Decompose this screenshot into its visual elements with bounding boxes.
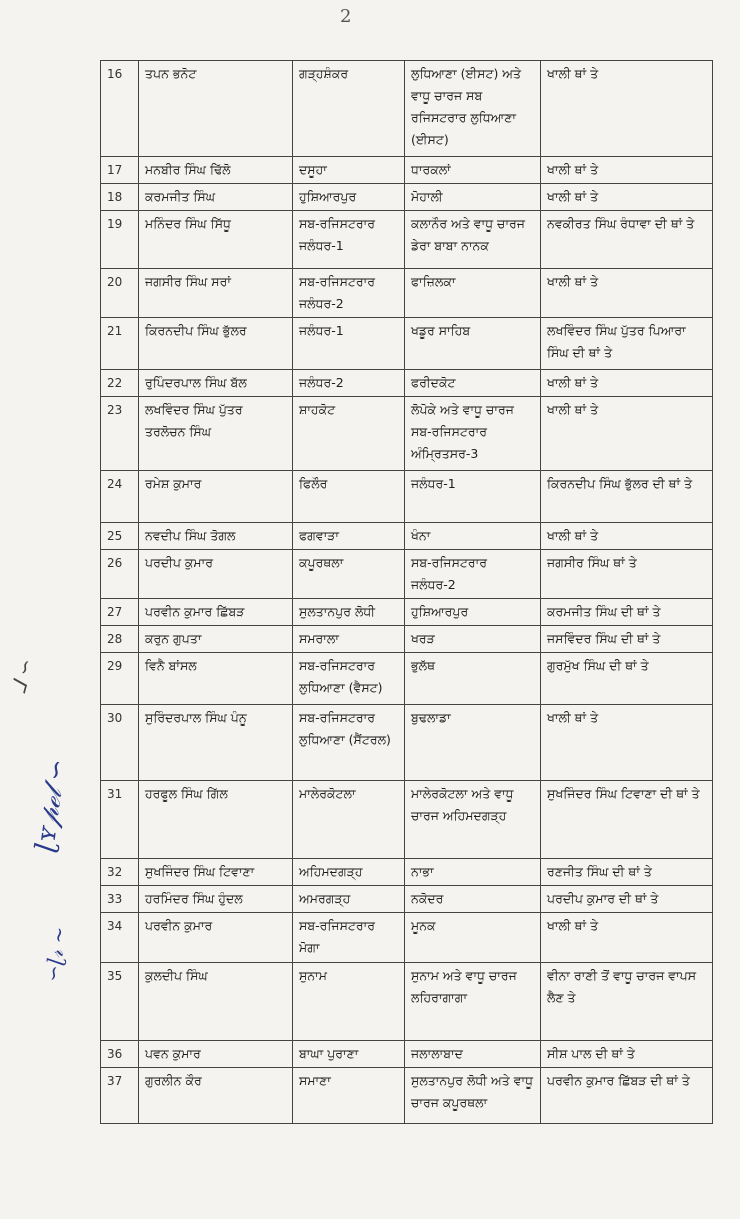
serial-number-cell: 36 — [101, 1041, 139, 1068]
serial-number-cell: 23 — [101, 397, 139, 471]
officer-name-cell: ਕਰਮਜੀਤ ਸਿੰਘ — [139, 184, 293, 211]
remark-cell: ਖਾਲੀ ਥਾਂ ਤੇ — [541, 269, 713, 318]
remark-cell: ਸੁਖਜਿੰਦਰ ਸਿੰਘ ਟਿਵਾਣਾ ਦੀ ਥਾਂ ਤੇ — [541, 781, 713, 859]
remark-cell: ਸੀਸ਼ ਪਾਲ ਦੀ ਥਾਂ ਤੇ — [541, 1041, 713, 1068]
table-row — [101, 211, 713, 269]
new-posting-cell: ਖੰਨਾ — [405, 523, 541, 550]
table-row — [101, 599, 713, 626]
page-number: 2 — [340, 6, 352, 27]
officer-name-cell: ਵਿਨੈ ਬਾਂਸਲ — [139, 653, 293, 705]
serial-number-cell: 17 — [101, 157, 139, 184]
handwritten-signature: ɭʏ𝓅ℯ𝓁 ∽ — [30, 757, 73, 855]
current-posting-cell: ਸ਼ਾਹਕੋਟ — [293, 397, 405, 471]
remark-cell: ਪਰਵੀਨ ਕੁਮਾਰ ਛਿੱਬੜ ਦੀ ਥਾਂ ਤੇ — [541, 1068, 713, 1124]
new-posting-cell: ਫਾਜ਼ਿਲਕਾ — [405, 269, 541, 318]
table-row — [101, 913, 713, 963]
serial-number-cell: 28 — [101, 626, 139, 653]
new-posting-cell: ਜਲੰਧਰ-1 — [405, 471, 541, 523]
remark-cell: ਖਾਲੀ ਥਾਂ ਤੇ — [541, 397, 713, 471]
officer-name-cell: ਪਰਵੀਨ ਕੁਮਾਰ — [139, 913, 293, 963]
serial-number-cell: 32 — [101, 859, 139, 886]
officer-name-cell: ਸੁਰਿੰਦਰਪਾਲ ਸਿੰਘ ਪੰਨੂ — [139, 705, 293, 781]
table-row — [101, 61, 713, 157]
remark-cell: ਪਰਦੀਪ ਕੁਮਾਰ ਦੀ ਥਾਂ ਤੇ — [541, 886, 713, 913]
current-posting-cell: ਸੁਲਤਾਨਪੁਰ ਲੋਧੀ — [293, 599, 405, 626]
new-posting-cell: ਭੁਲੱਥ — [405, 653, 541, 705]
table-row — [101, 963, 713, 1041]
new-posting-cell: ਫਰੀਦਕੋਟ — [405, 370, 541, 397]
new-posting-cell: ਹੁਸ਼ਿਆਰਪੁਰ — [405, 599, 541, 626]
remark-cell: ਖਾਲੀ ਥਾਂ ਤੇ — [541, 370, 713, 397]
serial-number-cell: 26 — [101, 550, 139, 599]
officer-name-cell: ਪਵਨ ਕੁਮਾਰ — [139, 1041, 293, 1068]
officer-name-cell: ਪਰਵੀਨ ਕੁਮਾਰ ਛਿੱਬੜ — [139, 599, 293, 626]
current-posting-cell: ਬਾਘਾ ਪੁਰਾਣਾ — [293, 1041, 405, 1068]
serial-number-cell: 34 — [101, 913, 139, 963]
table-row — [101, 397, 713, 471]
current-posting-cell: ਦਸੂਹਾ — [293, 157, 405, 184]
current-posting-cell: ਸਬ-ਰਜਿਸਟਰਾਰ ਲੁਧਿਆਣਾ (ਵੈਸਟ) — [293, 653, 405, 705]
officer-name-cell: ਰੁਪਿੰਦਰਪਾਲ ਸਿੰਘ ਬੱਲ — [139, 370, 293, 397]
serial-number-cell: 37 — [101, 1068, 139, 1124]
new-posting-cell: ਧਾਰਕਲਾਂ — [405, 157, 541, 184]
officer-name-cell: ਕੁਲਦੀਪ ਸਿੰਘ — [139, 963, 293, 1041]
table-row — [101, 318, 713, 370]
remark-cell: ਖਾਲੀ ਥਾਂ ਤੇ — [541, 705, 713, 781]
current-posting-cell: ਫਗਵਾੜਾ — [293, 523, 405, 550]
remark-cell: ਗੁਰਮੁੱਖ ਸਿੰਘ ਦੀ ਥਾਂ ਤੇ — [541, 653, 713, 705]
serial-number-cell: 33 — [101, 886, 139, 913]
current-posting-cell: ਅਮਰਗੜ੍ਹ — [293, 886, 405, 913]
handwritten-signature: ᒧ ∽ — [6, 655, 39, 697]
officer-name-cell: ਜਗਸੀਰ ਸਿੰਘ ਸਰਾਂ — [139, 269, 293, 318]
officer-name-cell: ਪਰਦੀਪ ਕੁਮਾਰ — [139, 550, 293, 599]
table-row — [101, 269, 713, 318]
serial-number-cell: 25 — [101, 523, 139, 550]
remark-cell: ਖਾਲੀ ਥਾਂ ਤੇ — [541, 184, 713, 211]
current-posting-cell: ਸਬ-ਰਜਿਸਟਰਾਰ ਲੁਧਿਆਣਾ (ਸੈਂਟਰਲ) — [293, 705, 405, 781]
officer-name-cell: ਤਪਨ ਭਨੋਟ — [139, 61, 293, 157]
table-row — [101, 781, 713, 859]
new-posting-cell: ਜਲਾਲਾਬਾਦ — [405, 1041, 541, 1068]
new-posting-cell: ਲੁਧਿਆਣਾ (ਈਸਟ) ਅਤੇ ਵਾਧੂ ਚਾਰਜ ਸਬ ਰਜਿਸਟਰਾਰ ਲੁਧਿਆਣਾ (ਈਸਟ) — [405, 61, 541, 157]
table-row — [101, 550, 713, 599]
serial-number-cell: 24 — [101, 471, 139, 523]
remark-cell: ਕਰਮਜੀਤ ਸਿੰਘ ਦੀ ਥਾਂ ਤੇ — [541, 599, 713, 626]
table-row — [101, 184, 713, 211]
new-posting-cell: ਸੁਨਾਮ ਅਤੇ ਵਾਧੂ ਚਾਰਜ ਲਹਿਰਾਗਾਗਾ — [405, 963, 541, 1041]
serial-number-cell: 20 — [101, 269, 139, 318]
officer-name-cell: ਹਰਮਿੰਦਰ ਸਿੰਘ ਹੁੰਦਲ — [139, 886, 293, 913]
table-row — [101, 626, 713, 653]
current-posting-cell: ਅਹਿਮਦਗੜ੍ਹ — [293, 859, 405, 886]
officer-name-cell: ਰਮੇਸ਼ ਕੁਮਾਰ — [139, 471, 293, 523]
officer-name-cell: ਕਰੁਨ ਗੁਪਤਾ — [139, 626, 293, 653]
table-row — [101, 653, 713, 705]
serial-number-cell: 22 — [101, 370, 139, 397]
officer-name-cell: ਗੁਰਲੀਨ ਕੌਰ — [139, 1068, 293, 1124]
current-posting-cell: ਜਲੰਧਰ-2 — [293, 370, 405, 397]
transfer-table — [100, 60, 713, 1124]
remark-cell: ਖਾਲੀ ਥਾਂ ਤੇ — [541, 913, 713, 963]
new-posting-cell: ਖਡੂਰ ਸਾਹਿਬ — [405, 318, 541, 370]
current-posting-cell: ਸਬ-ਰਜਿਸਟਰਾਰ ਜਲੰਧਰ-1 — [293, 211, 405, 269]
table-row — [101, 1041, 713, 1068]
new-posting-cell: ਮੋਹਾਲੀ — [405, 184, 541, 211]
current-posting-cell: ਗੜ੍ਹਸ਼ੰਕਰ — [293, 61, 405, 157]
new-posting-cell: ਨਕੋਦਰ — [405, 886, 541, 913]
table-row — [101, 523, 713, 550]
current-posting-cell: ਸਮਾਣਾ — [293, 1068, 405, 1124]
remark-cell: ਕਿਰਨਦੀਪ ਸਿੰਘ ਭੁੱਲਰ ਦੀ ਥਾਂ ਤੇ — [541, 471, 713, 523]
officer-name-cell: ਹਰਫੂਲ ਸਿੰਘ ਗਿੱਲ — [139, 781, 293, 859]
table-row — [101, 471, 713, 523]
remark-cell: ਜਸਵਿੰਦਰ ਸਿੰਘ ਦੀ ਥਾਂ ਤੇ — [541, 626, 713, 653]
serial-number-cell: 31 — [101, 781, 139, 859]
officer-name-cell: ਮਨਬੀਰ ਸਿੰਘ ਢਿੱਲੋ — [139, 157, 293, 184]
new-posting-cell: ਨਾਭਾ — [405, 859, 541, 886]
serial-number-cell: 21 — [101, 318, 139, 370]
new-posting-cell: ਸਬ-ਰਜਿਸਟਰਾਰ ਜਲੰਧਰ-2 — [405, 550, 541, 599]
serial-number-cell: 30 — [101, 705, 139, 781]
officer-name-cell: ਲਖਵਿੰਦਰ ਸਿੰਘ ਪੁੱਤਰ ਤਰਲੋਚਨ ਸਿੰਘ — [139, 397, 293, 471]
remark-cell: ਰਣਜੀਤ ਸਿੰਘ ਦੀ ਥਾਂ ਤੇ — [541, 859, 713, 886]
table-row — [101, 157, 713, 184]
officer-name-cell: ਮਨਿੰਦਰ ਸਿੰਘ ਸਿੱਧੂ — [139, 211, 293, 269]
new-posting-cell: ਲੋਪੋਕੇ ਅਤੇ ਵਾਧੂ ਚਾਰਜ ਸਬ-ਰਜਿਸਟਰਾਰ ਅੰਮ੍ਰਿਤਸਰ-3 — [405, 397, 541, 471]
remark-cell: ਖਾਲੀ ਥਾਂ ਤੇ — [541, 157, 713, 184]
officer-name-cell: ਕਿਰਨਦੀਪ ਸਿੰਘ ਭੁੱਲਰ — [139, 318, 293, 370]
new-posting-cell: ਸੁਲਤਾਨਪੁਰ ਲੋਧੀ ਅਤੇ ਵਾਧੂ ਚਾਰਜ ਕਪੂਰਥਲਾ — [405, 1068, 541, 1124]
new-posting-cell: ਬੁਢਲਾਡਾ — [405, 705, 541, 781]
current-posting-cell: ਕਪੂਰਥਲਾ — [293, 550, 405, 599]
current-posting-cell: ਸਬ-ਰਜਿਸਟਰਾਰ ਜਲੰਧਰ-2 — [293, 269, 405, 318]
remark-cell: ਵੀਨਾ ਰਾਣੀ ਤੋਂ ਵਾਧੂ ਚਾਰਜ ਵਾਪਸ ਲੈਣ ਤੇ — [541, 963, 713, 1041]
serial-number-cell: 35 — [101, 963, 139, 1041]
handwritten-initials: ∽ɭ𝓇 ∼ — [40, 925, 72, 984]
serial-number-cell: 16 — [101, 61, 139, 157]
table-row — [101, 1068, 713, 1124]
table-row — [101, 370, 713, 397]
new-posting-cell: ਮੂਨਕ — [405, 913, 541, 963]
remark-cell: ਜਗਸੀਰ ਸਿੰਘ ਥਾਂ ਤੇ — [541, 550, 713, 599]
remark-cell: ਨਵਕੀਰਤ ਸਿੰਘ ਰੰਧਾਵਾ ਦੀ ਥਾਂ ਤੇ — [541, 211, 713, 269]
serial-number-cell: 18 — [101, 184, 139, 211]
new-posting-cell: ਮਾਲੇਰਕੋਟਲਾ ਅਤੇ ਵਾਧੂ ਚਾਰਜ ਅਹਿਮਦਗੜ੍ਹ — [405, 781, 541, 859]
new-posting-cell: ਕਲਾਨੌਰ ਅਤੇ ਵਾਧੂ ਚਾਰਜ ਡੇਰਾ ਬਾਬਾ ਨਾਨਕ — [405, 211, 541, 269]
remark-cell: ਖਾਲੀ ਥਾਂ ਤੇ — [541, 523, 713, 550]
serial-number-cell: 27 — [101, 599, 139, 626]
serial-number-cell: 29 — [101, 653, 139, 705]
current-posting-cell: ਸਬ-ਰਜਿਸਟਰਾਰ ਮੋਗਾ — [293, 913, 405, 963]
new-posting-cell: ਖਰੜ — [405, 626, 541, 653]
remark-cell: ਖਾਲੀ ਥਾਂ ਤੇ — [541, 61, 713, 157]
table-row — [101, 886, 713, 913]
table-row — [101, 705, 713, 781]
officer-name-cell: ਨਵਦੀਪ ਸਿੰਘ ਤੋਗਲ — [139, 523, 293, 550]
serial-number-cell: 19 — [101, 211, 139, 269]
current-posting-cell: ਸਮਰਾਲਾ — [293, 626, 405, 653]
current-posting-cell: ਸੁਨਾਮ — [293, 963, 405, 1041]
officer-name-cell: ਸੁਖਜਿੰਦਰ ਸਿੰਘ ਟਿਵਾਣਾ — [139, 859, 293, 886]
current-posting-cell: ਮਾਲੇਰਕੋਟਲਾ — [293, 781, 405, 859]
current-posting-cell: ਜਲੰਧਰ-1 — [293, 318, 405, 370]
table-row — [101, 859, 713, 886]
remark-cell: ਲਖਵਿੰਦਰ ਸਿੰਘ ਪੁੱਤਰ ਪਿਆਰਾ ਸਿੰਘ ਦੀ ਥਾਂ ਤੇ — [541, 318, 713, 370]
current-posting-cell: ਹੁਸ਼ਿਆਰਪੁਰ — [293, 184, 405, 211]
current-posting-cell: ਫਿਲੌਰ — [293, 471, 405, 523]
